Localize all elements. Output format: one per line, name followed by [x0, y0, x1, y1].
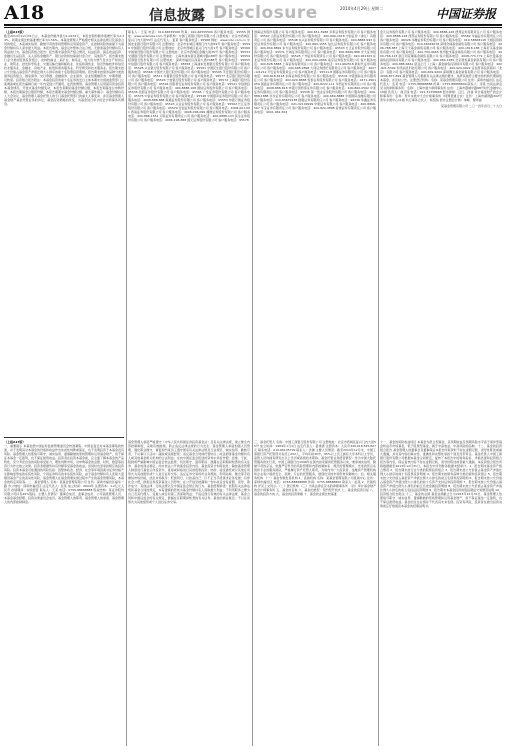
page-number: A18: [4, 2, 44, 24]
column-divider: [252, 30, 253, 746]
article-column-d: [380, 30, 502, 440]
article-column-bottom-a: [4, 440, 124, 746]
header-rule-thin: [4, 27, 502, 28]
article-column-c: [254, 30, 376, 440]
issue-date: 2014年4月29日 星期二: [340, 6, 384, 11]
article-column-b: [128, 30, 250, 440]
column-divider: [126, 30, 127, 746]
column-divider: [378, 30, 379, 746]
article-column-a: [4, 30, 124, 440]
article-text: 截至2013年12月31日止，本基金份额净值为1.0234元，本报告期份额净值增长率为2.34%，同期业绩比较基准增长率为1.56%。本基金管理人严格遵守相关法律法规以及基金合同的规定，本着诚实信用、勤勉尽责的原则管理和运用基金资产，在控制风险的前提下为基金份额持有人谋求最大利益。本报告期内，基金运作整体合法合规，无损害基金份额持有人利益的行为。基金投资组合报告：报告期末基金资产组合情况，权益投资、固定收益投资、金融衍生品投资、买入返售金融资产、银行存款和结算备付金合计、其他资产。报告期末按行业分类的股票投资组合，农林牧渔业、采矿业、制造业、电力热力燃气及水生产和供应业、建筑业、批发和零售业、交通运输仓储和邮政业、住宿和餐饮业、信息传输软件和信息技术服务业、金融业、房地产业、租赁和商务服务业、科学研究和技术服务业。报告期末按公允价值占基金资产净值比例大小排序的前十名股票投资明细。报告期末按债券品种分类的债券投资组合，国家债券、央行票据、金融债券、企业债券、企业短期融资券、中期票据、可转债。投资组合报告附注：本基金投资的前十名证券的发行主体本期未出现被监管部门立案调查或在报告编制日前一年内受到公开谴责、处罚的情形。基金管理人运用固有资金投资本基金情况。开放式基金份额变动，本报告期期初基金份额总额，本报告期基金总申购份额，本报告期基金总赎回份额，本报告期期末基金份额总额。重大事件揭示：基金份额持有人大会决议、基金管理人基金托管人的专门基金托管部门的重大人事变动、涉及基金管理人基金财产基金托管业务的诉讼、基金投资策略的改变、为基金进行审计的会计师事务所情况。: [4, 34, 124, 106]
article-text: 十一、基金的风险收益特征 本基金为混合型基金，其预期收益及预期风险水平高于债券型基金和货币市场基金，低于股票型基金，属于中高收益、中高风险的品种。十二、基金的投资组合报告 基金管理人的董事会及董事保证本报告所载资料不存在虚假记载、误导性陈述或重大遗漏，并对其内容的真实性、准确性和完整性承担个别及连带责任。基金托管人中国工商银行股份有限公司根据本基金合同规定，复核了本报告中的财务指标、净值表现和投资组合报告等内容，保证复核内容不存在虚假记载、误导性陈述或者重大遗漏。本投资组合报告所载数据截至2013年12月31日，本报告中所列财务数据未经审计。1、报告期末基金资产组合情况 2、报告期末按行业分类的股票投资组合 3、报告期末按公允价值占基金资产净值比例大小排序的前十名股票投资明细 4、报告期末按债券品种分类的债券投资组合 5、报告期末按公允价值占基金资产净值比例大小排名的前五名债券投资明细 6、报告期末按公允价值占基金资产净值比例大小排名的前十名资产支持证券投资明细 7、报告期末按公允价值占基金资产净值比例大小排名的前五名贵金属投资明细 8、报告期末按公允价值占基金资产净值比例大小排名的前五名权证投资明细 9、报告期末本基金投资的股指期货交易情况说明 10、投资组合报告附注 十三、基金的业绩 基金业绩截止日为2013年12月31日。基金管理人依照恪尽职守、诚实信用、谨慎勤勉的原则管理和运用基金财产，但不保证基金一定盈利，也不保证最低收益。基金的过往业绩并不代表其未来表现。投资有风险，投资者在做出投资决策前应仔细阅读本基金的招募说明书。: [380, 440, 502, 508]
newspaper-logo: 中国证券报: [436, 7, 497, 21]
masthead: [0, 0, 506, 26]
article-column-bottom-d: [380, 440, 502, 746]
article-column-bottom-c: [254, 440, 376, 746]
article-text: 联系人：王某 电话：010-66555566 传真：010-66555500 客户服务电话：95555 网址：www.example.com 代销机构：中国工商银行股份有限公司 注册地址：北京市西城区复兴门内大街55号 法定代表人：姜某 客户服务电话：95588 网址：www.icbc.com.cn 中国农业银行股份有限公司 注册地址：北京市东城区建国门内大街69号 客户服务电话：95599 中国银行股份有限公司 注册地址：北京市西城区复兴门内大街1号 客户服务电话：95566 中国建设银行股份有限公司 注册地址：北京市西城区金融大街25号 客户服务电话：95533 交通银行股份有限公司 注册地址：上海市浦东新区银城中路188号 客户服务电话：95559 招商银行股份有限公司 注册地址：深圳市福田区深南大道7088号 客户服务电话：95555 中信银行股份有限公司 客户服务电话：95558 上海浦东发展银行股份有限公司 客户服务电话：95528 兴业银行股份有限公司 客户服务电话：95561 中国民生银行股份有限公司 客户服务电话：95568 中国光大银行股份有限公司 客户服务电话：95595 平安银行股份有限公司 客户服务电话：95511 华夏银行股份有限公司 客户服务电话：95577 北京银行股份有限公司 客户服务电话：95526 宁波银行股份有限公司 客户服务电话：95574 上海银行股份有限公司 客户服务电话：95594 国泰君安证券股份有限公司 客户服务电话：95521 中信建投证券股份有限公司 客户服务电话：400-8888-108 国信证券股份有限公司 客户服务电话：95536 招商证券股份有限公司 客户服务电话：95565 广发证券股份有限公司 客户服务电话：95575 中信证券股份有限公司 客户服务电话：95548 中国银河证券股份有限公司 客户服务电话：4008-888-888 海通证券股份有限公司 客户服务电话：95553 申银万国证券股份有限公司 客户服务电话：95523 兴业证券股份有限公司 客户服务电话：95562 长江证券股份有限公司 客户服务电话：95579 安信证券股份有限公司 客户服务电话：4008-001-001 西南证券股份有限公司 客户服务电话：4008-096-096 湘财证券股份有限公司 客户服务电话：400-888-1551 万联证券有限责任公司 客户服务电话：400-8888-133 民生证券股份有限公司 客户服务电话：4006-198-888 国元证券股份有限公司 客户服务电话：95578: [128, 30, 250, 122]
article-text: 一、重要提示 本基金经中国证券监督管理委员会核准募集。中国证监会对本基金募集的核准，并不表明其对本基金的价值和收益作出实质性判断或保证，也不表明投资于本基金没有风险。基金管理人依照恪尽职守、诚实信用、谨慎勤勉的原则管理和运用基金财产，但不保证本基金一定盈利，也不保证最低收益。投资者在投资本基金前，应全面了解本基金的产品特性，充分考虑自身的风险承受能力，理性判断市场，对申购基金的意愿、时机、数量等投资行为作出独立决策。投资者根据所持有份额享受基金的收益，但同时也需承担相应的投资风险。投资本基金可能遇到的风险包括：因整体政治、经济、社会等环境因素对证券价格产生影响而形成的系统性风险，个别证券特有的非系统性风险，由于基金份额持有人连续大量赎回基金产生的流动性风险，基金管理人在基金管理实施过程中产生的基金管理风险，本基金的特定风险等。二、基金管理人 名称：某基金管理有限公司 住所：深圳市福田区福华一路 办公地址：深圳市福田区 法定代表人：张某 成立时间：2004年 注册资本：1.2亿元人民币 存续期间：持续经营 联系人：王某 电话：0755-88888888 股权结构：某证券股份有限公司持有49%股权。主要人员情况：董事会成员、监事会成员、公司高级管理人员、本基金基金经理、投资决策委员会成员。基金管理人的职责、基金管理人的承诺、基金管理人的内部控制制度。: [4, 444, 124, 504]
article-text: 三、基金托管人 名称：中国工商银行股份有限公司 注册地址：北京市西城区复兴门内大街55号 成立时间：1984年1月1日 法定代表人：姜建清 注册资本：人民币349,018,545,827元 联系电话：010-66105799 联系人：洪渊 主要人员情况：截至2013年12月末，中国工商银行资产托管部共有员工202人，平均年龄30岁，95%以上员工拥有大学本科以上学历，高管人员均拥有研究生以上学历或高级技术职称。基金托管业务经营情况：作为中国大陆托管服务的先行者，中国工商银行自1998年在国内首家提供托管服务以来，秉承诚实信用、勤勉尽责的宗旨，依靠严密科学的风险管理和内部控制体系、规范的管理模式、先进的营运系统和专业的服务团队，严格履行资产托管人职责，为境内外广大投资者、金融资产管理机构和企业客户提供安全、高效、专业的托管服务，展现优异的市场形象和影响力。四、相关服务机构 （一）基金份额发售机构 1、直销机构 名称：某基金管理有限公司直销中心 住所：深圳市福田区 电话：0755-88888888 传真：0755-88888800 联系人：赵某 2、代销机构 详见上文列示。（二）登记机构 （三）出具法律意见书的律师事务所 （四）审计基金财产的会计师事务所 五、基金的名称 六、基金的类型：契约型开放式 七、基金的投资目标 八、基金的投资方向 九、基金的投资策略 十、基金的业绩比较基准: [254, 440, 376, 496]
signature-line: 某基金管理有限公司 二〇一四年四月二十九日: [441, 104, 502, 108]
section-title-cn: 信息披露: [149, 8, 205, 24]
article-text: 基金管理人承诺严格遵守《中华人民共和国证券投资基金法》及有关法律法规，建立健全内部控制制度，采取有效措施，防止违反法律法规的行为发生。基金管理人承诺加强人员管理，强化职业操守，督促和约束员工遵守国家有关法律法规及行业规范，诚实信用、勤勉尽责，不从事以下活动：越权或违规经营；违反基金合同或托管协议；故意损害基金份额持有人或其他基金相关机构的合法利益；在向中国证监会报送的资料中弄虚作假；拒绝、干扰、阻挠或严重影响中国证监会依法监管；玩忽职守、滥用职权；泄露在任职期间知悉的有关证券、基金的商业秘密，尚未依法公开的基金投资内容、基金投资计划等信息；除按基金管理人制度进行基金运作投资外，直接或间接进行其他股票投资；协助、接受委托或以其他任何形式为其他组织或个人进行证券交易；违反证券交易场所业务规则，利用对敲、倒仓等手段操纵市场价格，扰乱市场秩序；贬损同行，以抬高自己；以不正当手段谋求业务发展；有悖社会公德，损害证券投资基金人员形象；在公开信息披露和广告中故意含有虚假、误导、欺诈成分；其他法律、行政法规以及中国证监会禁止的行为。基金经理承诺：依照有关法律法规和基金合同的规定，本着谨慎的原则为基金份额持有人谋取最大利益；不利用职务之便为自己及其代理人、受雇人或任何第三者谋取利益；不违反现行有效的有关法律法规、基金合同和中国证监会的有关规定，泄漏在任职期间知悉的有关证券、基金的商业秘密；不以任何形式为其他组织或个人进行证券交易。: [128, 440, 250, 504]
section-title-en: Disclosure: [213, 3, 318, 23]
article-column-bottom-b: [128, 440, 250, 746]
article-text: 渤海证券股份有限公司 客户服务电话：400-651-5988 华泰证券股份有限公司 客户服务电话：95597 山西证券股份有限公司 客户服务电话：400-666-1618 中信证券（浙江）有限责任公司 客户服务电话：95548 东兴证券股份有限公司 客户服务电话：400-8888-993 东吴证券股份有限公司 客户服务电话：400-860-1555 信达证券股份有限公司 客户服务电话：400-800-8899 东方证券股份有限公司 客户服务电话：95503 方正证券股份有限公司 客户服务电话：95571 长城证券有限责任公司 客户服务电话：400-6666-888 光大证券股份有限公司 客户服务电话：95525 广州证券有限责任公司 客户服务电话：020-961303 东北证券股份有限公司 客户服务电话：400-600-0686 南京证券股份有限公司 客户服务电话：400-828-5888 上海证券有限责任公司 客户服务电话：021-962518 新时代证券有限责任公司 客户服务电话：400-698-9898 大同证券经纪有限责任公司 客户服务电话：4007-121212 平安证券有限责任公司 客户服务电话：95511-8 国都证券有限责任公司 客户服务电话：400-818-8118 东海证券股份有限公司 客户服务电话：95531 中银国际证券有限责任公司 客户服务电话：400-620-8888 恒泰证券股份有限公司 客户服务电话：0471-4961259 国盛证券有限责任公司 客户服务电话：400-8222-111 华西证券有限责任公司 客户服务电话：4008-888-818 申银万国西部证券有限公司 客户服务电话：400-800-0562 中泰证券有限责任公司 客户服务电话：95538 第一创业证券股份有限公司 客户服务电话：400-888-1888 华龙证券有限责任公司 客户服务电话：400-689-8888 中国国际金融有限公司 客户服务电话：010-85679238 财通证券有限责任公司 客户服务电话：96336 华鑫证券有限责任公司 客户服务电话：021-32109999 中航证券有限公司 客户服务电话：400-8866-567 华宝证券有限责任公司 客户服务电话：400-820-9898 爱建证券有限责任公司 客户服务电话：4001-962-502: [254, 30, 376, 114]
continued-header: （上接A17版）: [4, 30, 26, 34]
article-text: 金元证券股份有限公司 客户服务电话：400-8888-228 德邦证券有限责任公司 客户服务电话：400-8888-128 西部证券股份有限公司 客户服务电话：95582 华福证券有限责任公司 客户服务电话：96326 华融证券股份有限公司 客户服务电话：010-58568118 天相投资顾问有限公司 客户服务电话：010-66045678 深圳众禄基金销售有限公司 客户服务电话：4006-788-887 上海天天基金销售有限公司 客户服务电话：400-1818-188 上海好买基金销售有限公司 客户服务电话：400-700-9665 杭州数米基金销售有限公司 客户服务电话：4000-766-123 浙江同花顺基金销售有限公司 客户服务电话：4008-773-772 上海长量基金销售投资顾问有限公司 客户服务电话：400-089-1289 北京展恒基金销售有限公司 客户服务电话：400-888-6661 诺亚正行（上海）基金销售投资顾问有限公司 客户服务电话：400-821-5399 和讯信息科技有限公司 客户服务电话：400-920-0022 宜信普泽投资顾问（北京）有限公司 客户服务电话：400-609-9200 深圳腾元基金销售有限公司 客户服务电话：4006-877-899 基金管理人可根据有关法律法规的要求，选择其他符合要求的机构代理销售本基金，并及时公告。注册登记机构：名称：某基金管理有限公司 住所：深圳市福田区 法定代表人：张某 电话：0755-88888888 传真：0755-88888800 联系人：李某 出具法律意见书的律师事务所：名称：上海市通力律师事务所 住所：上海市银城中路68号时代金融中心19楼 负责人：俞卫锋 电话：021-31358666 经办律师：吕红、孙睿 审计基金财产的会计师事务所：名称：普华永道中天会计师事务所（特殊普通合伙）住所：上海市湖滨路202号普华永道中心11楼 执行事务合伙人：杨绍信 经办注册会计师：单峰、曹翠丽: [380, 30, 502, 102]
header-rule: [4, 24, 502, 26]
continued-header: （上接A17版）: [4, 440, 26, 444]
section-divider: [4, 437, 124, 438]
